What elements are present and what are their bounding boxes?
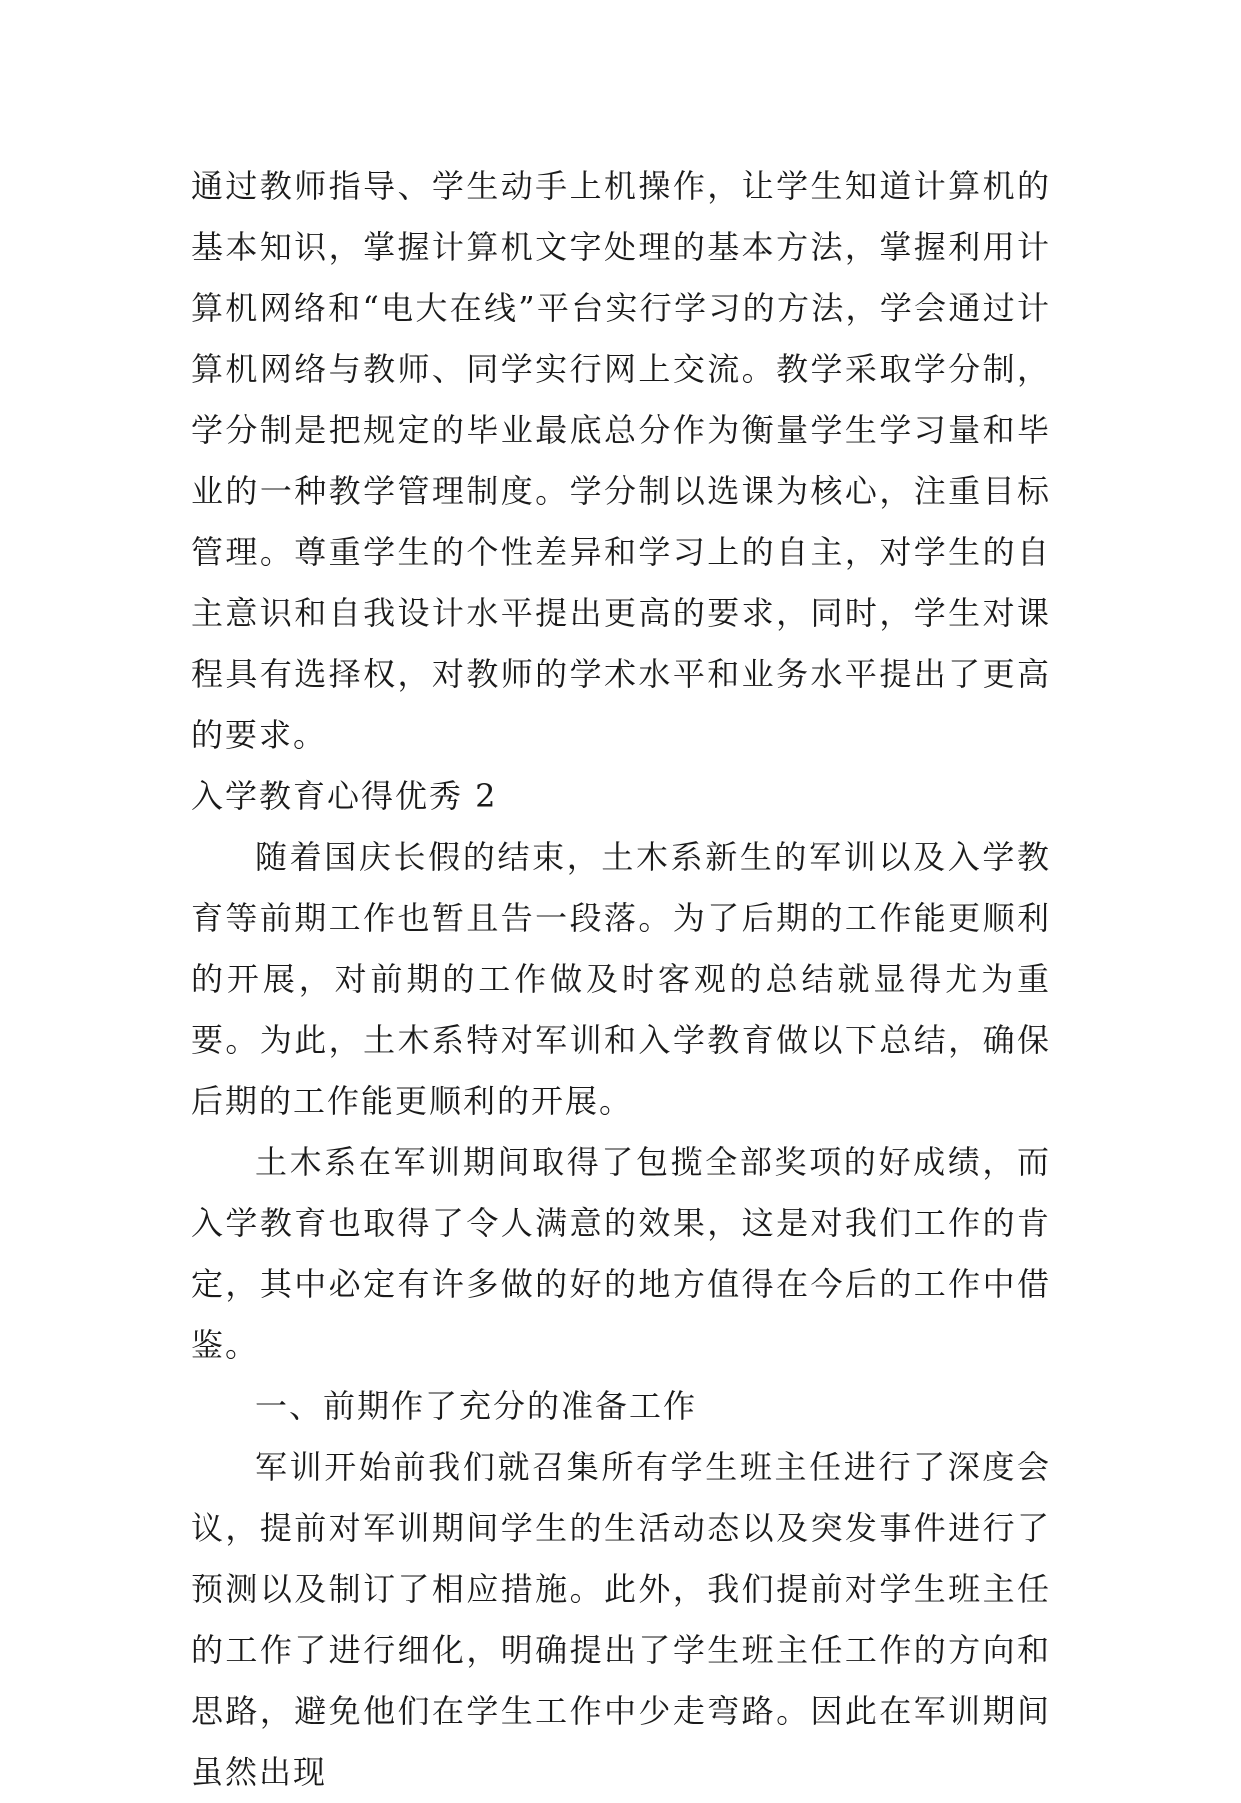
section-title: 入学教育心得优秀 2 — [191, 777, 498, 815]
subheading-preparation: 一、前期作了充分的准备工作 — [255, 1387, 698, 1425]
document-body — [191, 156, 1051, 1803]
paragraph-intro-continued: 通过教师指导、学生动手上机操作，让学生知道计算机的基本知识，掌握计算机文字处理的基本方法，掌握利用计算机网络和“电大在线”平台实行学习的方法，学会通过计算机网络与教师、同学实行网上交流。教学采取学分制，学分制是把规定的毕业最底总分作为衡量学生学习量和毕业的一种教学管理制度。学分制以选课为核心，注重目标管理。尊重学生的个性差异和学习上的自主，对学生的自主意识和自我设计水平提出更高的要求，同时，学生对课程具有选择权，对教师的学术水平和业务水平提出了更高的要求。 — [191, 167, 1051, 754]
paragraph-preparation-details: 军训开始前我们就召集所有学生班主任进行了深度会议，提前对军训期间学生的生活动态以及突发事件进行了预测以及制订了相应措施。此外，我们提前对学生班主任的工作了进行细化，明确提出了学生班主任工作的方向和思路，避免他们在学生工作中少走弯路。因此在军训期间虽然出现 — [191, 1448, 1051, 1791]
paragraph-achievements: 土木系在军训期间取得了包揽全部奖项的好成绩，而入学教育也取得了令人满意的效果，这是对我们工作的肯定，其中必定有许多做的好的地方值得在今后的工作中借鉴。 — [191, 1143, 1051, 1364]
paragraph-national-day-summary: 随着国庆长假的结束，土木系新生的军训以及入学教育等前期工作也暂且告一段落。为了后期的工作能更顺利的开展，对前期的工作做及时客观的总结就显得尤为重要。为此，土木系特对军训和入学教育做以下总结，确保后期的工作能更顺利的开展。 — [191, 838, 1051, 1120]
